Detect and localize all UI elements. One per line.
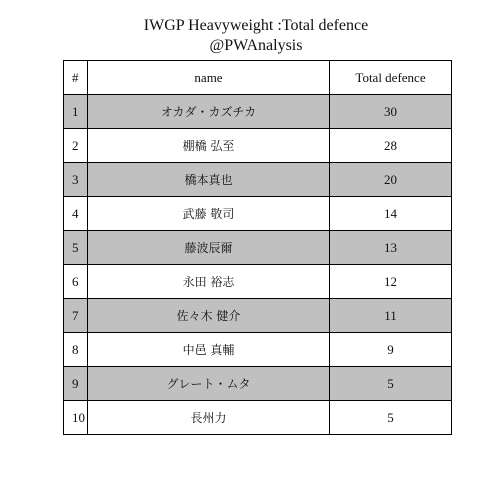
total-defence-cell: 13 xyxy=(330,231,452,265)
name-cell: 長州力 xyxy=(88,401,330,435)
rank-cell: 10 xyxy=(64,401,88,435)
table-row xyxy=(64,129,452,163)
table-row xyxy=(64,367,452,401)
total-defence-cell: 9 xyxy=(330,333,452,367)
rank-cell: 7 xyxy=(64,299,88,333)
name-cell: 橋本真也 xyxy=(88,163,330,197)
chart-subtitle: @PWAnalysis xyxy=(209,37,303,54)
header-row xyxy=(64,61,452,95)
name-cell: 武藤 敬司 xyxy=(88,197,330,231)
name-cell: 棚橋 弘至 xyxy=(88,129,330,163)
name-cell: オカダ・カズチカ xyxy=(88,95,330,129)
name-cell: 永田 裕志 xyxy=(88,265,330,299)
name-cell: 佐々木 健介 xyxy=(88,299,330,333)
rank-cell: 9 xyxy=(64,367,88,401)
chart-title: IWGP Heavyweight :Total defence xyxy=(143,17,369,34)
rank-cell: 2 xyxy=(64,129,88,163)
name-cell: 中邑 真輔 xyxy=(88,333,330,367)
rank-cell: 8 xyxy=(64,333,88,367)
table-body xyxy=(64,95,452,435)
table-row xyxy=(64,197,452,231)
total-defence-cell: 20 xyxy=(330,163,452,197)
rank-cell: 1 xyxy=(64,95,88,129)
column-header-total-defence: Total defence xyxy=(330,61,452,95)
total-defence-cell: 28 xyxy=(330,129,452,163)
table-row xyxy=(64,163,452,197)
rank-cell: 4 xyxy=(64,197,88,231)
column-header-name: name xyxy=(88,61,330,95)
rank-cell: 5 xyxy=(64,231,88,265)
total-defence-cell: 11 xyxy=(330,299,452,333)
defence-table xyxy=(63,60,452,435)
table-row xyxy=(64,299,452,333)
table-row xyxy=(64,333,452,367)
rank-cell: 3 xyxy=(64,163,88,197)
total-defence-cell: 30 xyxy=(330,95,452,129)
table-row xyxy=(64,265,452,299)
column-header-rank: # xyxy=(64,61,88,95)
name-cell: 藤波辰爾 xyxy=(88,231,330,265)
table-row xyxy=(64,231,452,265)
total-defence-cell: 12 xyxy=(330,265,452,299)
table-row xyxy=(64,401,452,435)
total-defence-cell: 5 xyxy=(330,401,452,435)
name-cell: グレート・ムタ xyxy=(88,367,330,401)
rank-cell: 6 xyxy=(64,265,88,299)
table-row xyxy=(64,95,452,129)
total-defence-cell: 14 xyxy=(330,197,452,231)
total-defence-cell: 5 xyxy=(330,367,452,401)
